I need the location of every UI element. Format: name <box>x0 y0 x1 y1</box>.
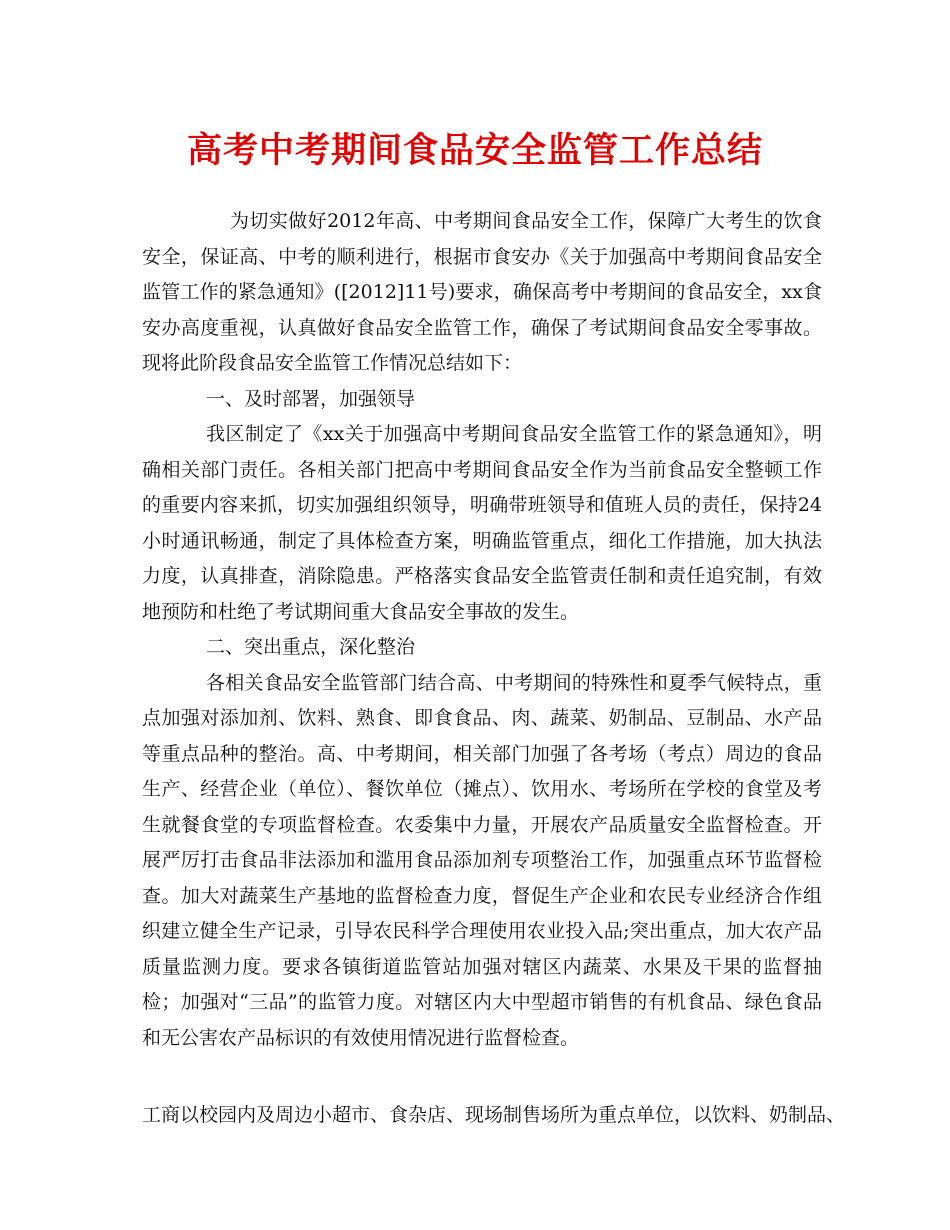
document-body <box>142 204 822 1056</box>
section-2-paragraph: 各相关食品安全监管部门结合高、中考期间的特殊性和夏季气候特点，重点加强对添加剂、饮料、熟食、即食食品、肉、蔬菜、奶制品、豆制品、水产品等重点品种的整治。高、中考期间，相关部门加强了各考场（考点）周边的食品生产、经营企业（单位）、餐饮单位（摊点）、饮用水、考场所在学校的食堂及考生就餐食堂的专项监督检查。农委集中力量，开展农产品质量安全监督检查。开展严厉打击食品非法添加和滥用食品添加剂专项整治工作，加强重点环节监督检查。加大对蔬菜生产基地的监督检查力度，督促生产企业和农民专业经济合作组织建立健全生产记录，引导农民科学合理使用农业投入品;突出重点，加大农产品质量监测力度。要求各镇街道监管站加强对辖区内蔬菜、水果及干果的监督抽检；加强对“三品”的监管力度。对辖区内大中型超市销售的有机食品、绿色食品和无公害农产品标识的有效使用情况进行监督检查。 <box>142 671 822 1049</box>
section-heading-1: 一、及时部署，加强领导 <box>206 387 416 410</box>
intro-paragraph: 为切实做好2012年高、中考期间食品安全工作，保障广大考生的饮食安全，保证高、中考的顺利进行，根据市食安办《关于加强高中考期间食品安全监管工作的紧急通知》([2012]11号)要求，确保高考中考期间的食品安全，xx食安办高度重视，认真做好食品安全监管工作，确保了考试期间食品安全零事故。现将此阶段食品安全监管工作情况总结如下： <box>142 210 822 374</box>
section-1-paragraph: 我区制定了《xx关于加强高中考期间食品安全监管工作的紧急通知》，明确相关部门责任。各相关部门把高中考期间食品安全作为当前食品安全整顿工作的重要内容来抓，切实加强组织领导，明确带班领导和值班人员的责任，保持24小时通讯畅通，制定了具体检查方案，明确监管重点，细化工作措施，加大执法力度，认真排查，消除隐患。严格落实食品安全监管责任制和责任追究制，有效地预防和杜绝了考试期间重大食品安全事故的发生。 <box>142 423 822 623</box>
section-heading-2: 二、突出重点，深化整治 <box>206 636 416 658</box>
continuation-paragraph: 工商以校园内及周边小超市、食杂店、现场制售场所为重点单位，以饮料、奶制品、 <box>142 1104 846 1126</box>
document-title: 高考中考期间食品安全监管工作总结 <box>186 130 763 171</box>
